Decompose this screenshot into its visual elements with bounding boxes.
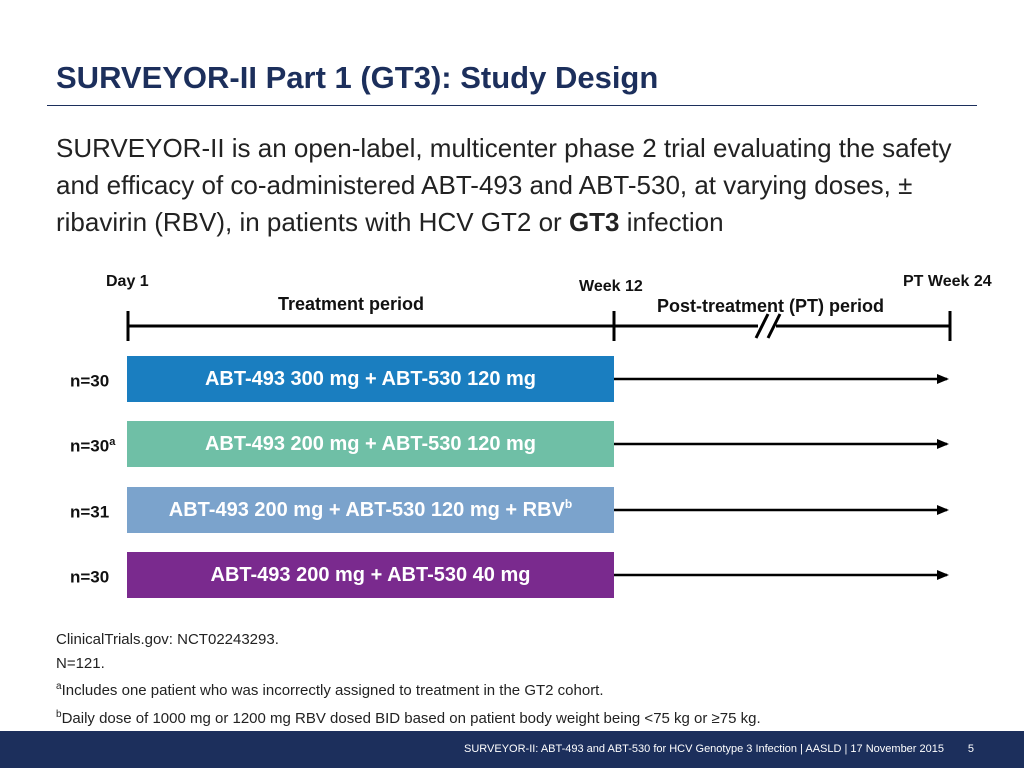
arm-4-box [127, 552, 614, 598]
label-treatment-period: Treatment period [278, 294, 425, 314]
footer-bar [0, 731, 1024, 768]
intro-text-end: infection [619, 207, 724, 237]
label-pt-week24: PT Week 24 [903, 273, 992, 290]
footnote-a: $^a$Includes one patient who was incorrectly assigned to treatment in the GT2 cohort. [56, 681, 604, 699]
arm-4-label: ABT-493 200 mg + ABT-530 40 mg [210, 563, 531, 586]
intro-bold-gt3: GT3 [568, 207, 620, 237]
label-week12: Week 12 [579, 278, 643, 295]
arm-2-box [127, 421, 614, 467]
footnote-b: $^b$Daily dose of 1000 mg or 1200 mg RBV dosed BID based on patient body weight being <75 kg or ≥75 kg. [56, 708, 761, 727]
intro-text: SURVEYOR-II is an open-label, multicenter phase 2 trial evaluating the safety and efficacy of co-administered ABT-493 and ABT-530, at varying doses, ± ribavirin (RBV), in patients with HCV GT2 or [56, 133, 952, 237]
arm-2-n: $n=30^a$ [70, 436, 116, 456]
label-post-treatment-period: Post-treatment (PT) period [657, 296, 885, 316]
footnotes [56, 628, 761, 730]
slide-title: SURVEYOR-II Part 1 (GT3): Study Design [56, 60, 659, 95]
footer-text: SURVEYOR-II: ABT-493 and ABT-530 for HCV Genotype 3 Infection | AASLD | 17 November 2015 [464, 743, 944, 755]
arm-3-box: ABT-493 200 mg + ABT-530 120 mg + RBV $^b$ [127, 487, 614, 533]
arm-1-box [127, 356, 614, 402]
page-number: 5 [967, 743, 974, 755]
label-day1: Day 1 [106, 273, 149, 290]
arm-3-n: n=31 [70, 502, 110, 522]
arm-3-label: ABT-493 200 mg + ABT-530 120 mg + RBV [168, 498, 565, 521]
arm-1-n: n=30 [70, 371, 110, 391]
arm-1-label: ABT-493 300 mg + ABT-530 120 mg [204, 367, 537, 390]
footnote-total-n: N=121. [56, 654, 105, 672]
footnote-trial-id: ClinicalTrials.gov: NCT02243293. [56, 631, 279, 648]
arm-2-label: ABT-493 200 mg + ABT-530 120 mg [204, 432, 537, 455]
arm-4-n: n=30 [70, 567, 110, 587]
